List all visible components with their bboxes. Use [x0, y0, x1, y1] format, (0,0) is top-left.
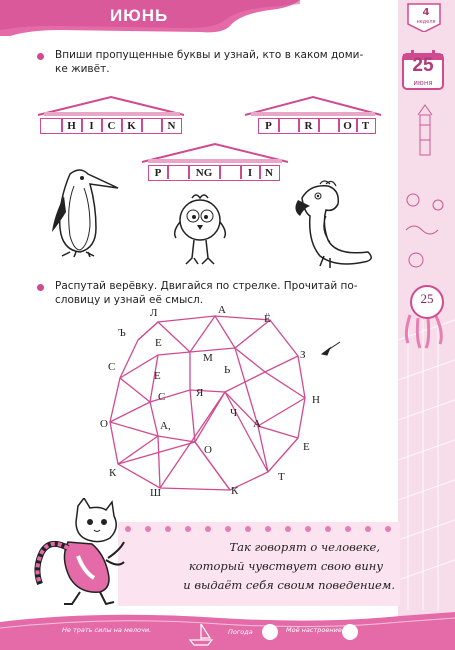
maze-letter: З [300, 349, 306, 361]
footer-item-1: Не трать силы на мелочи. [62, 626, 152, 634]
maze-letter: Е [155, 337, 162, 349]
cell-3: I [89, 120, 94, 132]
cell-6: T [361, 120, 370, 132]
month-title: ИЮНЬ [110, 6, 169, 25]
task2-instruction-line2: словицу и узнай её смысл. [55, 294, 204, 306]
cell-6: N [265, 167, 273, 179]
maze-letter: М [203, 352, 213, 364]
maze-letter: Ь [224, 364, 231, 376]
cell-2: H [67, 120, 76, 132]
maze-letter: О [100, 418, 108, 430]
date-month: июня [413, 79, 433, 87]
cell-3: R [304, 120, 313, 132]
maze-letter: С [158, 391, 166, 403]
cat-illustration [20, 498, 130, 610]
footer-item-3: Моё настроение [286, 626, 342, 634]
cell-3: NG [195, 167, 213, 179]
maze-letter: Ш [150, 487, 162, 499]
flower-border [118, 522, 400, 536]
maze-letter: К [109, 467, 117, 479]
page-number: 25 [420, 291, 434, 306]
cell-4: C [107, 120, 116, 132]
date-day: 25 [412, 55, 434, 76]
maze-letter: Н [312, 394, 320, 406]
maze-letter: Я [196, 387, 204, 399]
maze-letter: Е [154, 370, 161, 382]
maze-letter: Е [303, 441, 310, 453]
maze-letter: А [253, 418, 261, 430]
maze-letter: Ё [264, 313, 271, 325]
proverb-line2: который чувствует свою вину [188, 559, 383, 573]
week-label: неделя [416, 19, 436, 25]
maze-letter: А [218, 304, 226, 316]
maze-letter: Л [150, 307, 158, 319]
week-number: 4 [422, 7, 430, 18]
cell-7: N [167, 120, 176, 132]
proverb-line3: и выдаёт себя своим поведением. [183, 578, 395, 592]
maze-letter: Ъ [118, 327, 126, 339]
footer-item-2: Погода [228, 628, 253, 636]
maze-letter: Ч [230, 407, 238, 419]
task1-instruction-line2: ке живёт. [55, 63, 110, 75]
cell-5: I [247, 167, 253, 179]
maze-letter: Т [278, 471, 285, 483]
maze-arrow [322, 342, 340, 355]
maze-letter: С [108, 361, 116, 373]
cell-5: O [343, 120, 352, 132]
cell-5: K [127, 120, 136, 132]
maze-letter: К [231, 485, 239, 497]
cell-1: P [265, 120, 272, 132]
proverb-line1: Так говорят о человеке, [229, 540, 380, 554]
cell-1: P [154, 167, 162, 179]
task1-instruction-line1: Впиши пропущенные буквы и узнай, кто в каком доми- [55, 49, 364, 61]
maze-letter: А, [160, 420, 171, 432]
task2-instruction-line1: Распутай верёвку. Двигайся по стрелке. Прочитай по- [55, 280, 358, 292]
maze-letter: О [204, 444, 212, 456]
